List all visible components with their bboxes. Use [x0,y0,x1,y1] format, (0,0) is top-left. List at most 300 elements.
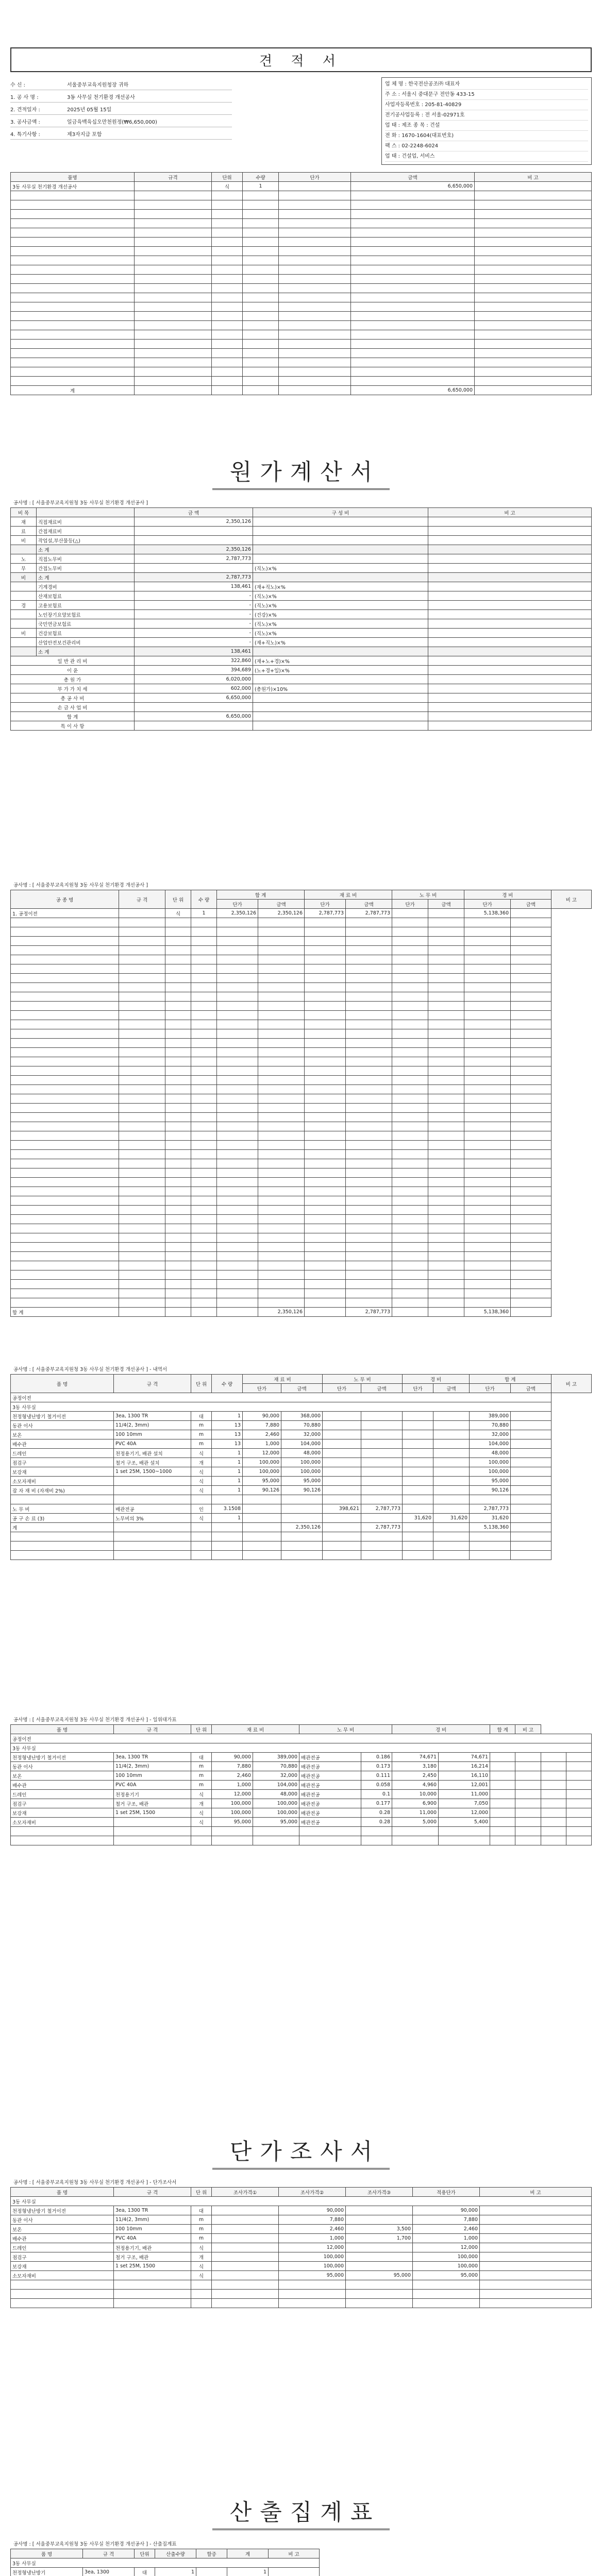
cost-calc-note-cell [428,582,592,591]
hourly-item-cell-d: 0.28 [361,1818,392,1827]
summary-blank-cell [346,927,392,937]
detail-blank-cell [511,1541,551,1551]
unit-price-blank-cell [480,2299,592,2308]
unit-price-col-6: 적용단가 [413,2188,480,2197]
hourly-blank-cell [191,1836,212,1845]
cost-calc-item: 직접재료비 [37,517,135,527]
unit-price-blank-cell [413,2299,480,2308]
summary-item-cell-c1: 2,350,126 [217,909,258,918]
detail-item-row [11,1486,592,1495]
unit-price-item-cell [480,2252,592,2262]
cost-calc-row [11,675,592,684]
estimate-blank-cell [279,284,351,293]
summary-blank-cell [464,1085,511,1094]
detail-item-cell-m1: 95,000 [243,1477,281,1486]
estimate-field-label: 4. 특기사항 : [10,132,40,138]
detail-head-row [11,1375,592,1384]
cost-calc-amount: - [135,619,253,629]
detail-item-cell-m1: 90,000 [243,1412,281,1421]
summary-blank-cell [217,1066,258,1076]
hourly-blank-cell [541,1836,566,1845]
summary-blank-row [11,1187,592,1196]
estimate-title-box [10,47,592,72]
hourly-item-cell-d: 0.28 [361,1808,392,1818]
summary-blank-cell [217,1178,258,1187]
estimate-blank-cell [279,321,351,330]
cost-calc-ratio: (직노)×% [253,564,428,573]
cost-calc-ratio [253,545,428,554]
summary-blank-cell [217,992,258,1002]
summary-blank-cell [346,1243,392,1252]
cost-calc-note-cell [428,721,592,731]
detail-item-cell-m2: 368,000 [281,1412,323,1421]
detail-item-cell-t: 32,000 [470,1430,511,1439]
detail-item-cell-e2 [433,1449,470,1458]
hourly-blank-cell [253,1836,299,1845]
hourly-blank-cell [566,1827,591,1836]
summary-blank-cell [305,1122,346,1131]
summary-blank-row [11,1168,592,1178]
summary-blank-cell [511,1066,551,1076]
estimate-blank-cell [243,349,279,358]
detail-item-cell-spec [114,1495,191,1504]
detail-item-cell-qty [212,1523,243,1532]
detail-subcol: 금액 [511,1384,551,1393]
summary-blank-cell [119,1150,165,1159]
summary-blank-row [11,1057,592,1066]
hourly-item-cell [515,1771,541,1781]
summary-blank-cell [217,1002,258,1011]
cost-calc-note-cell [428,591,592,601]
detail-item-cell-m1 [243,1495,281,1504]
summary-blank-cell [346,1150,392,1159]
hourly-item-cell [515,1781,541,1790]
quantity-section-row [11,2558,320,2568]
summary-col-3: 수 량 [191,890,217,909]
cost-calc-group: 부 가 가 치 세 [11,684,135,693]
summary-blank-cell [119,1104,165,1113]
detail-item-cell-unit: 식 [191,1477,212,1486]
summary-blank-cell [305,1066,346,1076]
supplier-line: 업 체 명 : 한국전산공조㈜ 대표자 [385,79,588,90]
summary-blank-cell [217,1270,258,1280]
summary-blank-row [11,1252,592,1261]
unit-price-item-cell-p1 [212,2262,279,2271]
detail-item-cell-t: 70,880 [470,1421,511,1430]
summary-blank-cell [119,1122,165,1131]
unit-price-blank-row [11,2299,592,2308]
summary-blank-cell [258,1159,305,1168]
unit-price-item-cell-p3: 95,000 [346,2271,413,2280]
hourly-item-cell-a: 95,000 [212,1818,253,1827]
summary-blank-cell [305,1057,346,1066]
detail-item-cell [511,1430,551,1439]
detail-item-cell-spec [114,1477,191,1486]
detail-blank-cell [243,1532,281,1541]
unit-price-item-cell-spec: 11/4(2, 3mm) [114,2215,191,2225]
hourly-item-cell [515,1818,541,1827]
cost-calc-ratio [253,554,428,564]
summary-blank-cell [119,992,165,1002]
cost-calc-ratio: (직노)×% [253,629,428,638]
summary-blank-cell [217,1131,258,1141]
summary-blank-cell [305,946,346,955]
summary-blank-cell [305,1029,346,1039]
summary-blank-cell [11,1150,119,1159]
estimate-blank-cell [279,330,351,340]
cost-calc-row [11,638,592,647]
hourly-item-cell-spec: 100 10mm [114,1771,191,1781]
estimate-blank-cell [11,377,135,386]
hourly-item-cell-c: 배관전공 [299,1790,361,1799]
summary-blank-cell [392,937,428,946]
estimate-blank-cell [279,265,351,275]
hourly-item-cell-f: 16,214 [439,1762,490,1771]
summary-blank-cell [392,1048,428,1057]
detail-item-cell-t: 5,138,360 [470,1523,511,1532]
summary-blank-cell [464,1039,511,1048]
summary-blank-cell [305,1298,346,1308]
unit-price-blank-cell [480,2280,592,2290]
summary-blank-cell [191,1243,217,1252]
hourly-item-cell-a: 7,880 [212,1762,253,1771]
summary-blank-cell [392,964,428,974]
estimate-blank-cell [243,302,279,312]
summary-blank-cell [119,1029,165,1039]
detail-item-cell-m2: 104,000 [281,1439,323,1449]
detail-item-cell-l2 [361,1495,403,1504]
unit-price-blank-cell [212,2290,279,2299]
summary-blank-cell [511,1159,551,1168]
summary-blank-cell [464,927,511,937]
summary-blank-cell [258,1141,305,1150]
hourly-item-cell-c: 배관전공 [299,1781,361,1790]
cost-calc-ratio: (직노)×% [253,591,428,601]
hourly-item-cell [566,1771,591,1781]
summary-blank-cell [11,964,119,974]
summary-blank-cell [464,1187,511,1196]
estimate-field [10,117,232,127]
summary-blank-row [11,918,592,927]
summary-blank-cell [11,1020,119,1029]
detail-item-cell-l2 [361,1421,403,1430]
summary-blank-cell [305,1168,346,1178]
summary-blank-cell [165,1141,191,1150]
detail-item-cell-m2: 100,000 [281,1458,323,1467]
summary-blank-row [11,1029,592,1039]
estimate-blank-cell [279,312,351,321]
detail-blank-cell [212,1551,243,1560]
summary-blank-cell [464,1224,511,1233]
estimate-blank-cell [212,321,243,330]
hourly-blank-cell [212,1836,253,1845]
summary-blank-cell [428,1224,464,1233]
cost-calc-amount [135,703,253,712]
cost-calc-group: 이 윤 [11,666,135,675]
estimate-blank-cell [11,284,135,293]
summary-blank-cell [428,964,464,974]
summary-item-cell-c2: 2,350,126 [258,909,305,918]
summary-blank-cell [11,937,119,946]
summary-blank-cell [346,1029,392,1039]
detail-item-cell-e1 [403,1477,433,1486]
estimate-blank-cell [135,358,212,367]
summary-blank-row [11,955,592,964]
summary-blank-cell [191,1057,217,1066]
detail-blank-cell [403,1532,433,1541]
summary-blank-cell [392,1113,428,1122]
estimate-field-value: 제3자지급 포함 [67,132,102,138]
hourly-item-cell [541,1762,566,1771]
summary-blank-cell [428,1289,464,1298]
summary-blank-row [11,1280,592,1289]
summary-blank-cell [464,1002,511,1011]
summary-blank-cell [217,1104,258,1113]
summary-blank-cell [119,927,165,937]
cost-calc-ratio [253,573,428,582]
cost-calc-row [11,564,592,573]
cost-calc-item: 간접재료비 [37,527,135,536]
unit-price-col-1: 규 격 [114,2188,191,2197]
summary-blank-cell [464,1252,511,1261]
detail-blank-row [11,1532,592,1541]
hourly-blank-cell [212,1827,253,1836]
summary-blank-cell [165,1039,191,1048]
summary-blank-cell [392,974,428,983]
unit-price-item-cell-spec: 1 set 25M, 1500 [114,2262,191,2271]
summary-blank-cell [464,1270,511,1280]
detail-item-cell-spec: 1 set 25M, 1500~1000 [114,1467,191,1477]
summary-blank-cell [191,964,217,974]
detail-item-cell-m1: 7,880 [243,1421,281,1430]
summary-blank-cell [346,1261,392,1270]
unit-price-item-cell-p2: 95,000 [279,2271,346,2280]
hourly-item-cell-b: 389,000 [253,1753,299,1762]
summary-blank-cell [217,974,258,983]
estimate-blank-cell [212,302,243,312]
summary-blank-cell [191,1298,217,1308]
summary-blank-cell [217,1243,258,1252]
detail-blank-cell [281,1551,323,1560]
hourly-item-cell-name: 소모자재비 [11,1818,114,1827]
summary-blank-row [11,937,592,946]
summary-blank-cell [11,918,119,927]
summary-blank-cell [11,1215,119,1224]
detail-item-cell-t: 31,620 [470,1514,511,1523]
estimate-blank-cell [243,228,279,238]
cost-calc-group: 총 원 가 [11,675,135,684]
hourly-item-cell [490,1753,515,1762]
hourly-item-cell [541,1753,566,1762]
summary-blank-cell [428,1131,464,1141]
detail-item-cell-l2 [361,1477,403,1486]
estimate-blank-cell [212,256,243,265]
summary-blank-cell [305,1280,346,1289]
summary-blank-cell [119,1159,165,1168]
estimate-blank-cell [279,275,351,284]
summary-blank-cell [217,1113,258,1122]
summary-blank-cell [511,1002,551,1011]
detail-item-cell-t: 95,000 [470,1477,511,1486]
cost-calc-note-cell [428,666,592,675]
detail-blank-cell [114,1541,191,1551]
summary-blank-cell [11,1252,119,1261]
summary-blank-cell [119,1270,165,1280]
summary-blank-cell [392,1141,428,1150]
hourly-item-cell [566,1799,591,1808]
summary-blank-cell [119,918,165,927]
detail-col-0: 품 명 [11,1375,114,1393]
summary-blank-cell [428,974,464,983]
summary-blank-cell [428,1159,464,1168]
summary-blank-cell [11,1141,119,1150]
summary-blank-cell [191,1252,217,1261]
summary-blank-cell [346,1057,392,1066]
summary-blank-cell [191,1039,217,1048]
summary-blank-cell [392,1039,428,1048]
summary-total-material: 2,350,126 [258,1308,305,1317]
estimate-blank-cell [351,228,475,238]
unit-price-item-cell-unit: m [191,2215,212,2225]
detail-item-cell-l1 [323,1430,361,1439]
hourly-item-cell [566,1781,591,1790]
summary-blank-cell [305,1289,346,1298]
summary-blank-cell [191,955,217,964]
hourly-item-cell-b: 104,000 [253,1781,299,1790]
summary-blank-cell [428,927,464,937]
estimate-blank-cell [243,321,279,330]
estimate-blank-cell [212,293,243,302]
cost-calc-row [11,610,592,619]
summary-blank-cell [165,1002,191,1011]
summary-blank-cell [428,1066,464,1076]
estimate-blank-cell [212,228,243,238]
estimate-blank-cell [11,200,135,210]
summary-blank-cell [305,1196,346,1206]
summary-blank-cell [217,1168,258,1178]
summary-blank-cell [464,918,511,927]
supplier-line: 업 태 : 건설업, 서비스 [385,151,588,162]
unit-price-note: 공사명 : [ 서울중부교육지원청 3동 사무실 천기환경 개선공사 ] - 단가조사서 [13,2180,177,2185]
detail-item-cell-spec [114,1486,191,1495]
cost-calc-amount: 6,650,000 [135,712,253,721]
estimate-total-cell [135,386,212,395]
quantity-note: 공사명 : [ 서울중부교육지원청 3동 사무실 천기환경 개선공사 ] - 산출집계표 [13,2541,177,2547]
summary-blank-cell [346,1159,392,1168]
summary-blank-cell [258,1168,305,1178]
summary-blank-cell [165,1224,191,1233]
estimate-blank-cell [279,367,351,377]
summary-blank-cell [258,974,305,983]
detail-item-cell-unit: 식 [191,1514,212,1523]
summary-blank-cell [119,1085,165,1094]
estimate-field [10,93,232,103]
detail-item-cell-qty [212,1495,243,1504]
summary-total-cell [217,1308,258,1317]
summary-subcol: 금액 [346,900,392,909]
summary-total-cell [511,1308,551,1317]
detail-blank-cell [243,1551,281,1560]
hourly-item-row [11,1781,592,1790]
hourly-item-cell [541,1818,566,1827]
estimate-blank-cell [243,275,279,284]
cost-calc-ratio: (노+경+일)×% [253,666,428,675]
summary-blank-cell [191,1150,217,1159]
summary-blank-row [11,1076,592,1085]
estimate-blank-cell [475,238,592,247]
detail-item-cell-unit: 인 [191,1504,212,1514]
estimate-blank-cell [243,367,279,377]
estimate-blank-cell [351,210,475,219]
summary-blank-cell [191,1066,217,1076]
detail-item-cell-qty: 1 [212,1467,243,1477]
estimate-blank-cell [279,349,351,358]
unit-price-blank-cell [191,2290,212,2299]
summary-blank-cell [119,955,165,964]
estimate-blank-cell [212,265,243,275]
estimate-item-cell-unit: 식 [212,182,243,191]
hourly-item-cell [541,1799,566,1808]
summary-blank-cell [305,974,346,983]
estimate-blank-cell [212,219,243,228]
detail-item-cell-l2 [361,1486,403,1495]
estimate-blank-cell [351,358,475,367]
summary-blank-cell [511,918,551,927]
summary-blank-cell [165,1280,191,1289]
summary-blank-cell [392,946,428,955]
detail-item-cell-unit [191,1523,212,1532]
estimate-blank-cell [11,228,135,238]
estimate-blank-cell [135,340,212,349]
detail-item-cell-l2 [361,1467,403,1477]
unit-price-item-cell-p1 [212,2252,279,2262]
estimate-blank-row [11,321,592,330]
detail-item-cell-m1: 100,000 [243,1458,281,1467]
detail-item-row [11,1439,592,1449]
summary-blank-cell [392,1002,428,1011]
summary-blank-row [11,1261,592,1270]
unit-price-blank-cell [114,2299,191,2308]
estimate-blank-cell [351,312,475,321]
summary-blank-cell [191,992,217,1002]
summary-blank-cell [258,964,305,974]
cost-calc-ratio: (재+노+경)×% [253,656,428,666]
summary-blank-cell [258,1298,305,1308]
detail-item-cell-l1 [323,1421,361,1430]
detail-item-cell-e2 [433,1523,470,1532]
summary-blank-cell [258,1104,305,1113]
summary-blank-cell [511,1085,551,1094]
cost-calc-note-cell [428,703,592,712]
summary-blank-cell [217,1076,258,1085]
detail-item-cell-unit [191,1495,212,1504]
hourly-item-cell-spec: 3ea, 1300 TR [114,1753,191,1762]
estimate-blank-cell [351,367,475,377]
estimate-col-2: 단위 [212,173,243,182]
detail-item-cell-name: 공 구 손 료 (3) [11,1514,114,1523]
hourly-item-cell-f: 74,671 [439,1753,490,1762]
estimate-blank-cell [135,275,212,284]
detail-item-cell-l2 [361,1514,403,1523]
hourly-item-cell-d: 0.1 [361,1790,392,1799]
summary-item-cell [392,909,428,918]
estimate-blank-cell [212,340,243,349]
summary-blank-cell [428,937,464,946]
summary-blank-cell [217,918,258,927]
estimate-blank-cell [11,256,135,265]
cost-calc-note-cell [428,517,592,527]
summary-blank-cell [119,1233,165,1243]
